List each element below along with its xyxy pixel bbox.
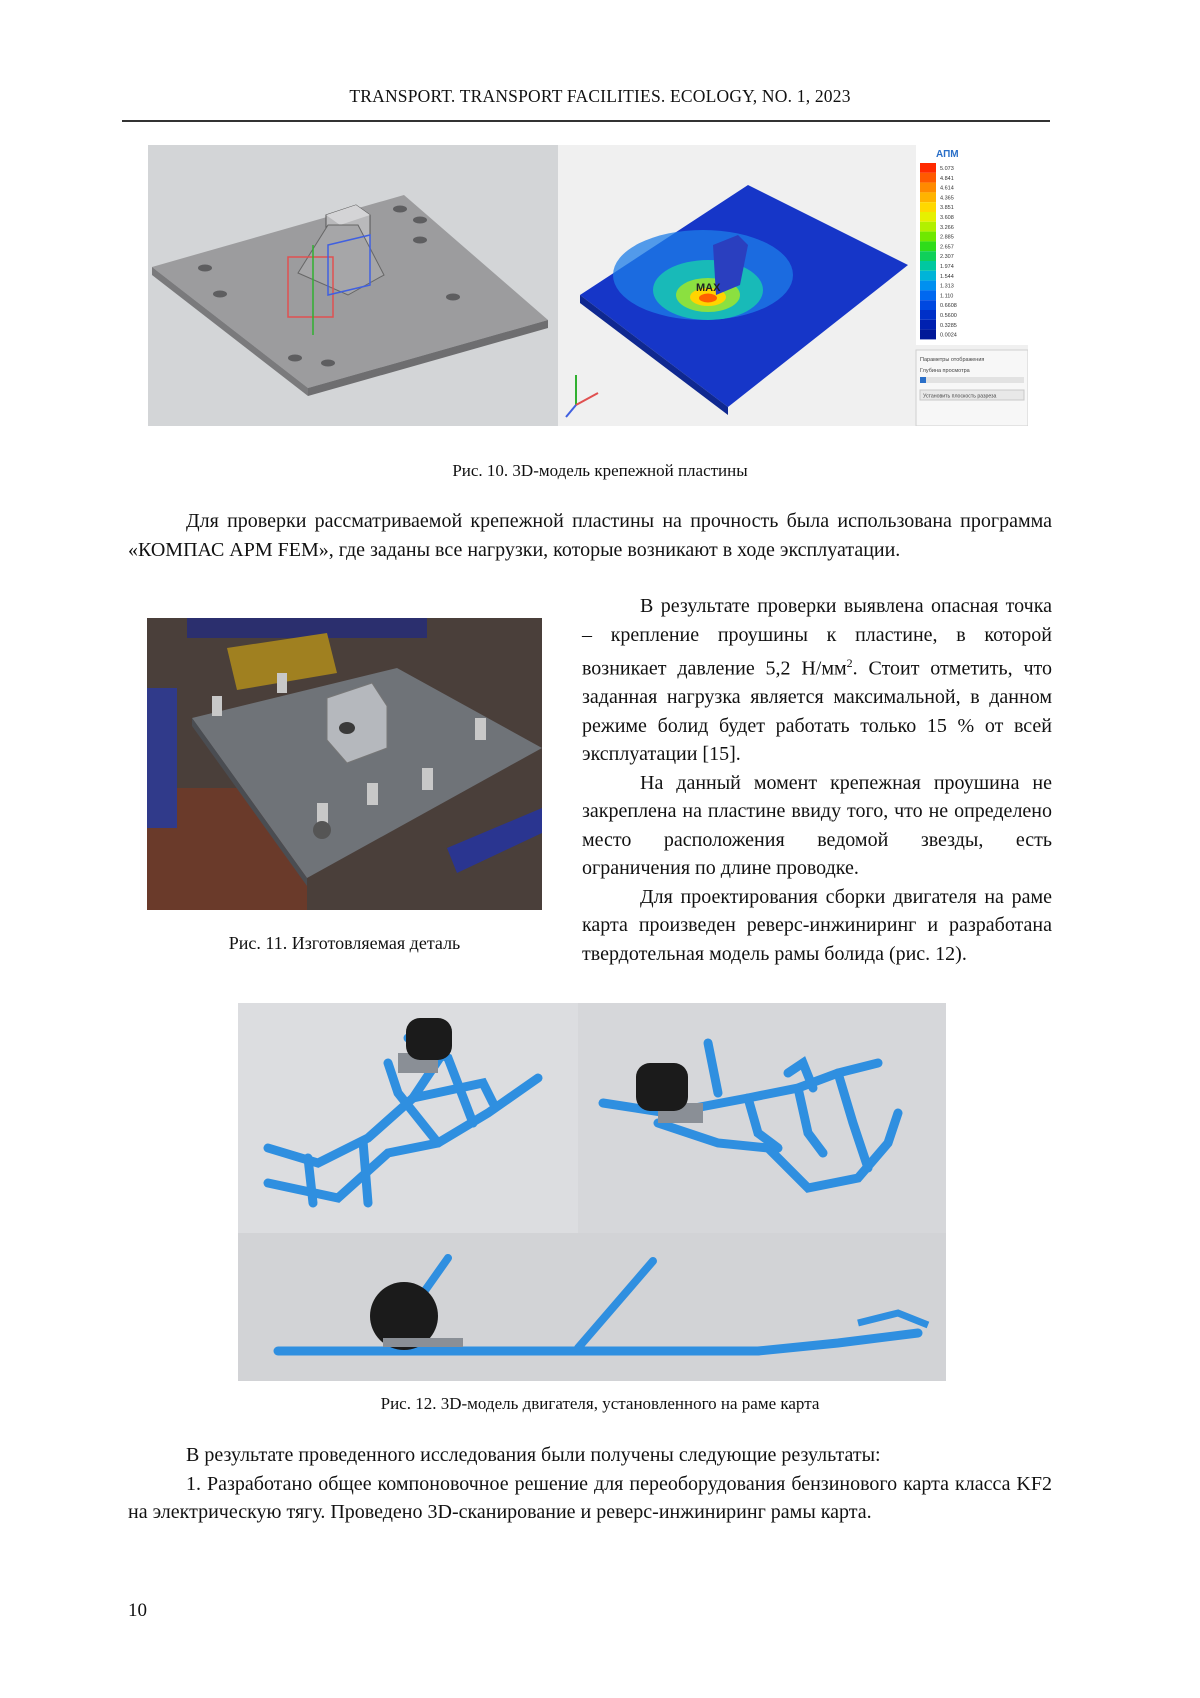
- results-item-1: 1. Разработано общее компоновочное решение для переоборудования бензинового карта класса KF2 на электрическую тягу. Проведено 3D-сканирование и реверс-инжиниринг рамы карта.: [128, 1470, 1052, 1527]
- bolt: [277, 673, 287, 693]
- bolt-hole: [288, 355, 302, 362]
- bolt-hole: [446, 294, 460, 301]
- section-plane-button-label: Установить плоскость разреза: [923, 394, 996, 400]
- legend-swatch: [920, 183, 936, 193]
- max-label: MAX: [696, 282, 721, 294]
- stress-zone-red: [699, 294, 717, 303]
- legend-swatch: [920, 281, 936, 291]
- legend-value: 2.657: [940, 244, 954, 250]
- right-column-text: [582, 592, 1052, 968]
- view-2-background: [578, 1003, 946, 1233]
- legend-swatch: [920, 222, 936, 232]
- figure-10-image: [148, 145, 1028, 426]
- bolt: [212, 696, 222, 716]
- depth-slider-handle[interactable]: [920, 377, 926, 383]
- bolt: [422, 768, 433, 790]
- legend-value: 3.266: [940, 225, 954, 231]
- legend-swatch: [920, 192, 936, 202]
- legend-value: 0.5600: [940, 313, 957, 319]
- figure-10: [148, 145, 1028, 426]
- params-title: Параметры отображения: [920, 357, 984, 363]
- legend-value: 0.6608: [940, 303, 957, 309]
- nut: [313, 821, 331, 839]
- page-number: 10: [128, 1600, 147, 1622]
- bolt-hole: [198, 265, 212, 272]
- legend-value: 4.841: [940, 176, 954, 182]
- params-label: Глубина просмотра: [920, 368, 971, 374]
- legend-swatch: [920, 290, 936, 300]
- legend-swatch: [920, 310, 936, 320]
- legend-swatch: [920, 163, 936, 173]
- bolt-hole: [321, 360, 335, 367]
- legend-swatch: [920, 261, 936, 271]
- legend-value: 5.073: [940, 166, 954, 172]
- view-3-background: [238, 1233, 946, 1381]
- running-header: TRANSPORT. TRANSPORT FACILITIES. ECOLOGY, NO. 1, 2023: [0, 86, 1200, 107]
- legend-swatch: [920, 271, 936, 281]
- bolt-hole: [413, 217, 427, 224]
- apm-logo: АПМ: [936, 149, 959, 160]
- electric-motor: [636, 1063, 688, 1111]
- legend-swatch: [920, 330, 936, 340]
- bolt-hole: [213, 291, 227, 298]
- legend-swatches: [920, 163, 936, 339]
- frame-tube-top: [187, 618, 427, 638]
- p1-text-end: . Стоит отметить, что заданная нагрузка является максимальной, в данном режиме болид будет работать только 15 % от всей эксплуатации [15].: [582, 658, 1052, 766]
- legend-value: 0.0024: [940, 333, 957, 339]
- results-intro: В результате проведенного исследования были получены следующие результаты:: [128, 1441, 1052, 1470]
- legend-value: 2.307: [940, 254, 954, 260]
- legend-swatch: [920, 212, 936, 222]
- legend-swatch: [920, 202, 936, 212]
- figure-12: [238, 1003, 946, 1381]
- figure-10-caption: Рис. 10. 3D-модель крепежной пластины: [0, 461, 1200, 481]
- legend-value: 3.608: [940, 215, 954, 221]
- legend-swatch: [920, 300, 936, 310]
- paragraph-eyelet-status: На данный момент крепежная проушина не закреплена на пластине ввиду того, что не определено место расположения ведомой звезды, есть ограничения по длине проводке.: [582, 769, 1052, 883]
- results-section: [128, 1441, 1052, 1527]
- legend-value: 1.544: [940, 274, 954, 280]
- legend-value: 1.974: [940, 264, 954, 270]
- intro-text: Для проверки рассматриваемой крепежной пластины на прочность была использована программа «КОМПАС APM FEM», где заданы все нагрузки, которые возникают в ходе эксплуатации.: [128, 507, 1052, 564]
- frame-tube-left: [147, 688, 177, 828]
- legend-value: 2.885: [940, 235, 954, 241]
- legend-value: 3.851: [940, 205, 954, 211]
- legend-value: 0.3285: [940, 323, 957, 329]
- bolt-hole: [393, 206, 407, 213]
- legend-value: 4.614: [940, 186, 954, 192]
- legend-value: 1.110: [940, 293, 953, 299]
- p1-superscript: 2: [847, 656, 853, 670]
- legend-swatch: [920, 232, 936, 242]
- bolt: [475, 718, 486, 740]
- legend-value: 4.365: [940, 195, 954, 201]
- eyelet-hole: [339, 722, 355, 734]
- electric-motor: [406, 1018, 452, 1060]
- p1-text: В результате проверки выявлена опасная точка – крепление проушины к пластине, в которой возникает давление 5,2 Н/мм: [582, 595, 1052, 680]
- header-rule: [122, 120, 1050, 122]
- legend-value: 1.313: [940, 284, 954, 290]
- depth-slider[interactable]: [920, 377, 1024, 383]
- bolt: [367, 783, 378, 805]
- paragraph-frame-design: Для проектирования сборки двигателя на раме карта произведен реверс-инжиниринг и разработана твердотельная модель рамы болида (рис. 12).: [582, 883, 1052, 969]
- bolt-hole: [413, 237, 427, 244]
- figure-11: [147, 618, 542, 910]
- legend-swatch: [920, 173, 936, 183]
- figure-12-image: [238, 1003, 946, 1381]
- legend-swatch: [920, 320, 936, 330]
- paragraph-dangerous-point: [582, 592, 1052, 769]
- legend-swatch: [920, 251, 936, 261]
- eyelet-block: [327, 683, 387, 763]
- intro-paragraph: [128, 507, 1052, 564]
- figure-11-caption: Рис. 11. Изготовляемая деталь: [147, 933, 542, 954]
- figure-11-photo: [147, 618, 542, 910]
- motor-mount-side: [383, 1338, 463, 1347]
- legend-swatch: [920, 241, 936, 251]
- figure-12-caption: Рис. 12. 3D-модель двигателя, установленного на раме карта: [0, 1394, 1200, 1414]
